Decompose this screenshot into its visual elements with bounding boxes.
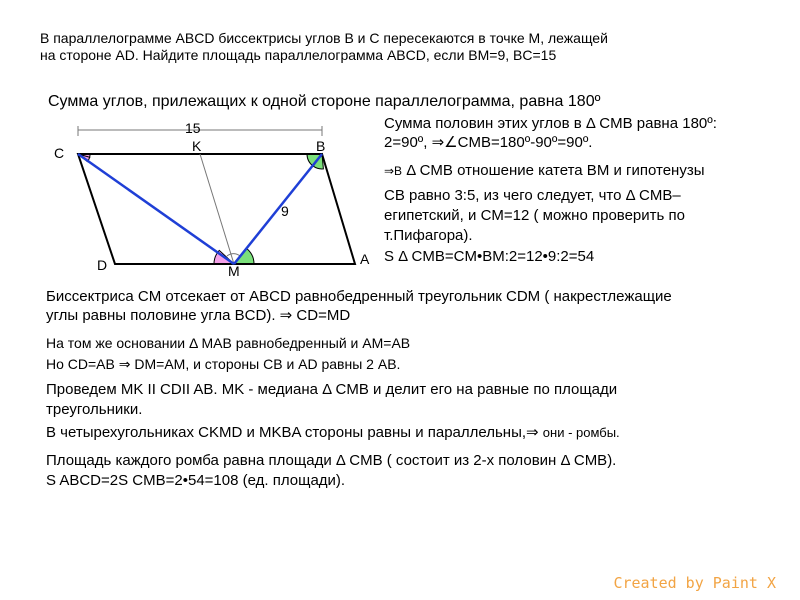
right-line-4: CB равно 3:5, из чего следует, что Δ CMB– <box>384 187 681 204</box>
para-5-line-2: S ABCD=2S CMB=2•54=108 (ед. площади). <box>46 472 346 489</box>
right-line-5: египетский, и CM=12 ( можно проверить по <box>384 207 685 224</box>
label-bc-length: 15 <box>185 120 201 136</box>
point-a-label: A <box>360 251 370 267</box>
right-line-7: S Δ CMB=CM•BM:2=12•9:2=54 <box>384 248 595 265</box>
para-4-small: они - ромбы. <box>542 425 620 440</box>
right-line-2: 2=90º, ⇒∠CMB=180º-90º=90º. <box>384 134 593 151</box>
label-bm-length: 9 <box>281 203 289 219</box>
para-2-line-2: Но CD=AB ⇒ DM=AM, и стороны CB и AD равны 2 AB. <box>46 356 401 372</box>
right-line-3-rest: Δ CMB отношение катета BM и гипотенузы <box>402 162 705 179</box>
para-1-line-2: углы равны половине угла BCD). ⇒ CD=MD <box>46 307 351 324</box>
para-3-line-2: треугольники. <box>46 401 143 418</box>
point-c-label: C <box>54 145 65 161</box>
right-line-3-arrow: ⇒В <box>384 164 403 178</box>
point-d-label: D <box>97 257 108 273</box>
credit-watermark: Created by Paint X <box>613 574 776 592</box>
problem-line-2: на стороне AD. Найдите площадь параллелограмма ABCD, если BM=9, BC=15 <box>40 47 557 63</box>
right-angle-arc <box>227 254 240 256</box>
bisector-bm <box>234 154 322 264</box>
para-4 <box>46 424 620 442</box>
para-1-line-1: Биссектриса CM отсекает от ABCD равнобедренный треугольник CDM ( накрестлежащие <box>46 288 672 305</box>
right-line-1: Сумма половин этих углов в Δ CMB равна 180º: <box>384 115 717 132</box>
point-b-label: B <box>316 138 326 154</box>
point-m-label: M <box>228 263 240 279</box>
intro-text: Сумма углов, прилежащих к одной стороне параллелограмма, равна 180º <box>48 93 601 110</box>
bisector-cm <box>78 154 234 264</box>
para-3-line-1: Проведем MK II CDII AB. MK - медиана Δ CMB и делит его на равные по площади <box>46 381 618 398</box>
para-4-main: В четырехугольниках CKMD и MKBA стороны равны и параллельны,⇒ <box>46 424 543 441</box>
para-2-line-1: На том же основании Δ MAB равнобедренный и AM=AB <box>46 335 411 351</box>
point-k-label: K <box>192 138 202 154</box>
problem-line-1: В параллелограмме ABCD биссектрисы углов B и C пересекаются в точке M, лежащей <box>40 30 608 46</box>
right-line-3 <box>384 162 705 180</box>
para-5-line-1: Площадь каждого ромба равна площади Δ CMB ( состоит из 2-х половин Δ CMB). <box>46 452 617 469</box>
right-line-6: т.Пифагора). <box>384 227 473 244</box>
median-mk <box>200 154 234 264</box>
